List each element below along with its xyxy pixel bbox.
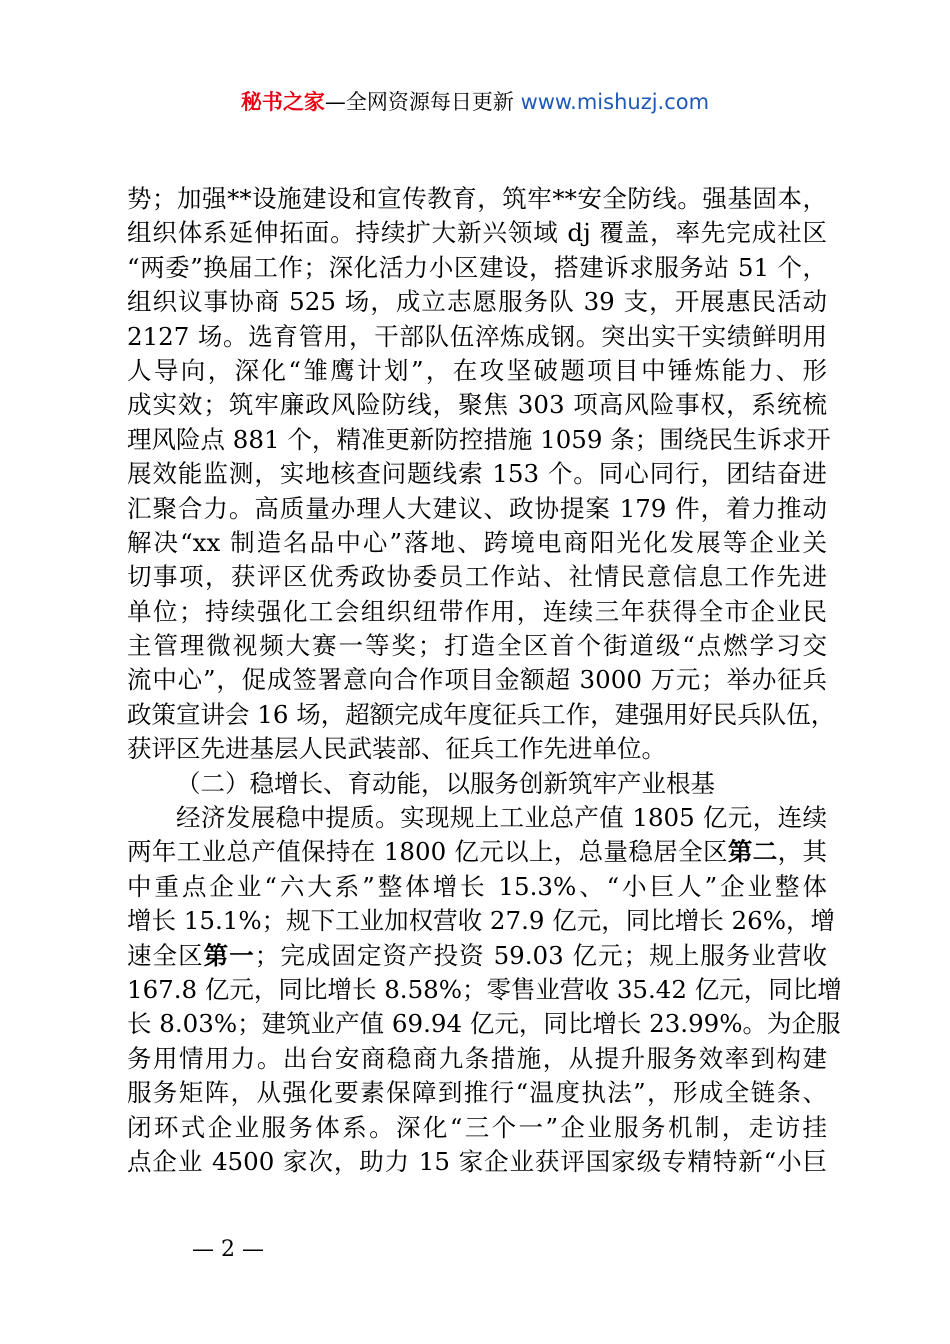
paragraph-line: 展效能监测，实地核查问题线索 153 个。同心同行，团结奋进 — [127, 459, 827, 489]
paragraph-line: 获评区先进基层人民武装部、征兵工作先进单位。 — [127, 734, 666, 764]
paragraph-line: 切事项，获评区优秀政协委员工作站、社情民意信息工作先进 — [127, 562, 827, 592]
paragraph-line: 点企业 4500 家次，助力 15 家企业获评国家级专精特新“小巨 — [127, 1146, 827, 1176]
brand-name: 秘书之家 — [240, 90, 325, 114]
paragraph-line: 组织体系延伸拓面。持续扩大新兴领域 dj 覆盖，率先完成社区 — [127, 218, 827, 248]
paragraph-line: 2127 场。选育管用，干部队伍淬炼成钢。突出实干实绩鲜明用 — [127, 321, 827, 351]
header-slogan: —全网资源每日更新 — [324, 90, 514, 114]
text-run: 速全区 — [127, 940, 204, 970]
paragraph-line — [127, 939, 827, 973]
paragraph-line: 单位；持续强化工会组织纽带作用，连续三年获得全市企业民 — [127, 596, 827, 626]
paragraph-line: 成实效；筑牢廉政风险防线，聚焦 303 项高风险事权，系统梳 — [127, 390, 827, 420]
paragraph-line: 流中心”，促成签署意向合作项目金额超 3000 万元；举办征兵 — [127, 665, 827, 695]
paragraph-line — [127, 835, 827, 869]
section-heading: （二）稳增长、育动能，以服务创新筑牢产业根基 — [176, 768, 715, 798]
paragraph-line: 闭环式企业服务体系。深化“三个一”企业服务机制，走访挂 — [127, 1112, 827, 1142]
paragraph-line: 组织议事协商 525 场，成立志愿服务队 39 支，开展惠民活动 — [127, 287, 827, 317]
paragraph-line: 解决“xx 制造名品中心”落地、跨境电商阳光化发展等企业关 — [127, 527, 827, 557]
paragraph-line: 经济发展稳中提质。实现规上工业总产值 1805 亿元，连续 — [176, 803, 827, 833]
paragraph-line: 主管理微视频大赛一等奖；打造全区首个街道级“点燃学习交 — [127, 631, 827, 661]
site-url-link[interactable]: www.mishuzj.com — [520, 90, 710, 114]
text-run: ，其 — [777, 837, 828, 867]
paragraph-line: 增长 15.1%；规下工业加权营收 27.9 亿元，同比增长 26%，增 — [127, 906, 835, 936]
document-body — [127, 182, 842, 1179]
paragraph-line: 势；加强**设施建设和宣传教育，筑牢**安全防线。强基固本， — [127, 184, 827, 213]
paragraph-line: “两委”换届工作；深化活力小区建设，搭建诉求服务站 51 个， — [127, 252, 827, 282]
paragraph-line: 服务矩阵，从强化要素保障到推行“温度执法”，形成全链条、 — [127, 1078, 827, 1108]
page-number: — 2 — — [192, 1237, 264, 1262]
emphasis-text: 第一 — [203, 940, 255, 970]
text-run: ；完成固定资产投资 59.03 亿元；规上服务业营收 — [254, 940, 828, 970]
paragraph-line: 政策宣讲会 16 场，超额完成年度征兵工作，建强用好民兵队伍， — [127, 699, 836, 729]
paragraph-line: 人导向，深化“雏鹰计划”，在攻坚破题项目中锤炼能力、形 — [127, 355, 827, 385]
text-run: 两年工业总产值保持在 1800 亿元以上，总量稳居全区 — [127, 837, 728, 867]
emphasis-text: 第二 — [727, 837, 778, 867]
site-header — [0, 86, 950, 118]
paragraph-line: 务用情用力。出台安商稳商九条措施，从提升服务效率到构建 — [127, 1043, 827, 1073]
paragraph-line: 理风险点 881 个，精准更新防控措施 1059 条；围绕民生诉求开 — [127, 424, 831, 454]
paragraph-line: 中重点企业“六大系”整体增长 15.3%、“小巨人”企业整体 — [127, 871, 827, 901]
paragraph-line: 长 8.03%；建筑业产值 69.94 亿元，同比增长 23.99%。为企服 — [127, 1009, 841, 1039]
paragraph-line: 167.8 亿元，同比增长 8.58%；零售业营收 35.42 亿元，同比增 — [127, 974, 842, 1004]
paragraph-line: 汇聚合力。高质量办理人大建议、政协提案 179 件，着力推动 — [127, 493, 827, 523]
